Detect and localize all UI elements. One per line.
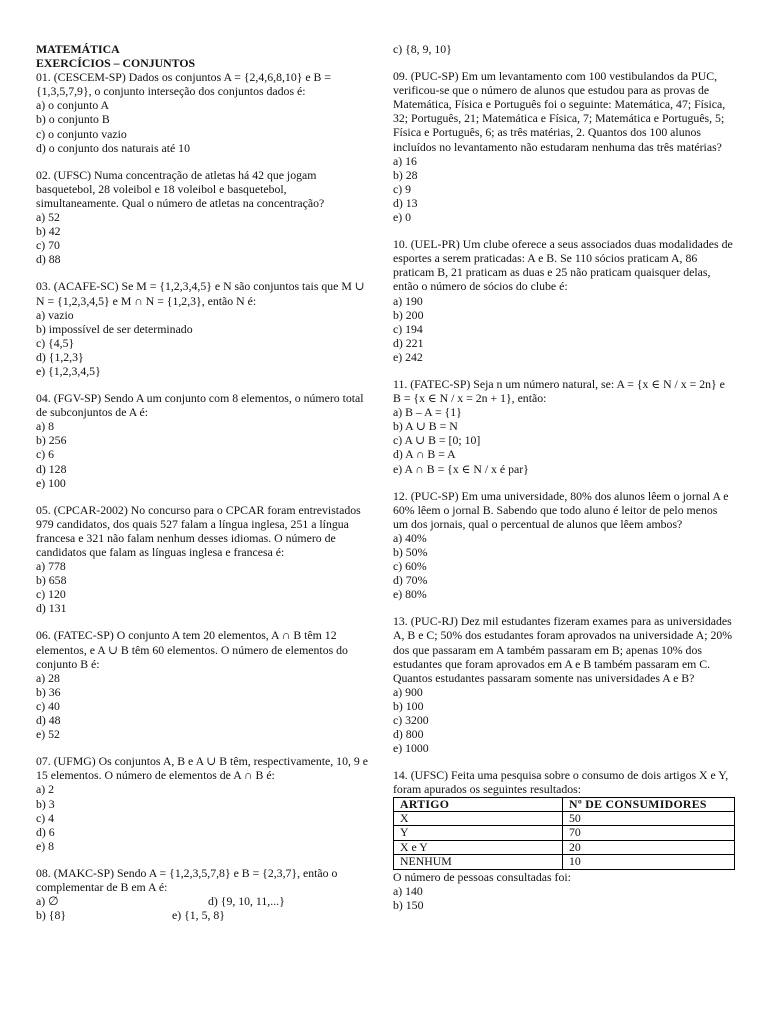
column-header: Nº DE CONSUMIDORES: [563, 797, 735, 811]
option: b) 28: [393, 167, 418, 182]
question-stem: 05. (CPCAR-2002) No concurso para o CPCAR foram entrevistados 979 candidatos, dos quais 527 falam a língua inglesa, 251 a língua francesa e 321 não falam nenhum desses idiomas. O número de candidatos que falam as línguas inglesa e francesa é:: [36, 502, 361, 559]
option: a) ∅: [36, 894, 59, 909]
option: b) o conjunto B: [36, 112, 110, 127]
left-column: [36, 42, 372, 922]
option: e) 0: [393, 210, 412, 225]
option: c) 3200: [393, 713, 429, 728]
question-stem: 03. (ACAFE-SC) Se M = {1,2,3,4,5} e N são conjuntos tais que M ∪ N = {1,2,3,4,5} e M ∩ N = {1,2,3}, então N é:: [36, 279, 365, 308]
option: a) 900: [393, 684, 423, 699]
option: d) 88: [36, 252, 61, 267]
table-cell: 20: [563, 840, 735, 854]
option: d) A ∩ B = A: [393, 447, 456, 462]
option: d) {1,2,3}: [36, 349, 84, 364]
right-column: [393, 42, 733, 912]
option: c) 4: [36, 810, 55, 825]
option: c) {8, 9, 10}: [393, 42, 452, 56]
option: b) {8}: [36, 908, 66, 923]
option: d) 128: [36, 461, 67, 476]
question-stem: 08. (MAKC-SP) Sendo A = {1,2,3,5,7,8} e B = {2,3,7}, então o complementar de B em A é:: [36, 865, 338, 894]
table-cell: 10: [563, 855, 735, 869]
question-11: [393, 377, 733, 476]
question-stem: 11. (FATEC-SP) Seja n um número natural, se: A = {x ∈ N / x = 2n} e B = {x ∈ N / x = 2n + 1}, então:: [393, 376, 725, 406]
question-05: [36, 503, 372, 616]
table-header-row: [394, 797, 735, 811]
option: e) {1, 5, 8}: [172, 908, 225, 923]
option: c) o conjunto vazio: [36, 126, 127, 141]
option: d) 800: [393, 727, 424, 742]
option: c) A ∪ B = [0; 10]: [393, 433, 481, 448]
option: e) A ∩ B = {x ∈ N / x é par}: [393, 461, 529, 476]
question-10: [393, 237, 733, 364]
question-stem: 02. (UFSC) Numa concentração de atletas há 42 que jogam basquetebol, 28 voleibol e 18 voleibol e basquetebol, simultaneamente. Qual o número de atletas na concentração?: [36, 167, 325, 210]
question-06: [36, 628, 372, 741]
option: e) 52: [36, 727, 60, 742]
question-stem: 09. (PUC-SP) Em um levantamento com 100 vestibulandos da PUC, verificou-se que o número de alunos que estudou para as provas de Matemática, Física e Português foi o seguinte: Matemática, 47; Física, 32; Português, 21; Matemática e Física, 7; Matemática e Português, 5; Física e Português, 6; as três matérias, 2. Quantos dos 100 alunos incluídos no levantamento não estudaram nenhuma das três matérias?: [393, 69, 726, 154]
option: a) 778: [36, 559, 66, 574]
option: a) 2: [36, 782, 55, 797]
option: d) o conjunto dos naturais até 10: [36, 140, 190, 155]
table-row: [394, 840, 735, 854]
option: d) 48: [36, 713, 61, 728]
option: b) 100: [393, 698, 424, 713]
question-14: [393, 768, 733, 912]
table-row: [394, 811, 735, 825]
question-01: [36, 70, 372, 155]
option: e) 100: [36, 475, 66, 490]
question-stem: 10. (UEL-PR) Um clube oferece a seus associados duas modalidades de esportes a serem praticadas: A e B. Se 110 sócios praticam A, 86 praticam B, 21 praticam as duas e 25 não praticam quaisquer delas, então o número de sócios do clube é:: [393, 237, 733, 294]
table-row: [394, 826, 735, 840]
option: c) 120: [36, 587, 66, 602]
option: e) 8: [36, 838, 55, 853]
question-03: [36, 279, 372, 378]
option: b) 42: [36, 224, 61, 239]
option: d) 221: [393, 335, 424, 350]
option: c) 9: [393, 181, 412, 196]
option: b) impossível de ser determinado: [36, 321, 193, 336]
option: c) {4,5}: [36, 335, 75, 350]
option: d) 6: [36, 824, 55, 839]
question-stem: 01. (CESCEM-SP) Dados os conjuntos A = {2,4,6,8,10} e B = {1,3,5,7,9}, o conjunto interseção dos conjuntos dados é:: [36, 70, 331, 99]
option: a) 16: [393, 153, 417, 168]
question-04: [36, 391, 372, 490]
option: b) A ∪ B = N: [393, 419, 458, 434]
question-stem: 07. (UFMG) Os conjuntos A, B e A ∪ B têm, respectivamente, 10, 9 e 15 elementos. O número de elementos de A ∩ B é:: [36, 754, 368, 783]
option: e) 1000: [393, 741, 429, 756]
option: b) 658: [36, 573, 67, 588]
option: a) 8: [36, 419, 55, 434]
option: c) 70: [36, 238, 60, 253]
option: b) 50%: [393, 545, 428, 559]
option: a) 140: [393, 883, 423, 898]
option: c) 40: [36, 698, 60, 713]
option: a) 40%: [393, 530, 427, 545]
question-stem: 13. (PUC-RJ) Dez mil estudantes fizeram exames para as universidades A, B e C; 50% dos estudantes foram aprovados na universidade A; 20% dos que passaram em A também passaram em B; apenas 10% dos estudantes que foram aprovados em A e B também passaram em C. Quantos estudantes passaram somente nas universidades A e B?: [393, 614, 733, 685]
table-followup-text: O número de pessoas consultadas foi:: [393, 869, 571, 884]
page-title: EXERCÍCIOS – CONJUNTOS: [36, 56, 196, 71]
option: d) {9, 10, 11,...}: [208, 894, 285, 909]
option: d) 70%: [393, 573, 428, 588]
question-stem: 06. (FATEC-SP) O conjunto A tem 20 elementos, A ∩ B têm 12 elementos, e A ∪ B têm 60 elementos. O número de elementos do conjunto B é:: [36, 628, 348, 671]
question-stem: 04. (FGV-SP) Sendo A um conjunto com 8 elementos, o número total de subconjuntos de A é:: [36, 391, 364, 420]
table-row: [394, 855, 735, 869]
question-stem: 14. (UFSC) Feita uma pesquisa sobre o consumo de dois artigos X e Y, foram apurados os seguintes resultados:: [393, 768, 729, 797]
option: b) 3: [36, 796, 55, 811]
option: a) 28: [36, 670, 60, 685]
option: b) 36: [36, 684, 61, 699]
option: d) 13: [393, 195, 418, 210]
option: a) 52: [36, 210, 60, 225]
table-cell: X e Y: [394, 840, 563, 854]
option: a) 190: [393, 293, 423, 308]
table-cell: Y: [394, 826, 563, 840]
question-13: [393, 614, 733, 755]
option: a) B – A = {1}: [393, 405, 462, 420]
option: c) 60%: [393, 559, 427, 574]
question-12: [393, 489, 733, 602]
question-stem: 12. (PUC-SP) Em uma universidade, 80% dos alunos lêem o jornal A e 60% lêem o jornal B. Sabendo que todo aluno é leitor de pelo menos um dos jornais, qual o percentual de alunos que lêem ambos?: [393, 488, 729, 531]
question-07: [36, 754, 372, 853]
question-02: [36, 168, 372, 267]
table-cell: NENHUM: [394, 855, 563, 869]
option: e) 242: [393, 349, 423, 364]
option: e) {1,2,3,4,5}: [36, 363, 101, 378]
question-09: [393, 69, 733, 224]
option: a) o conjunto A: [36, 98, 110, 113]
column-header: ARTIGO: [394, 797, 563, 811]
option: a) vazio: [36, 307, 74, 322]
question-08: [36, 866, 372, 922]
option: e) 80%: [393, 587, 427, 602]
table-cell: X: [394, 811, 563, 825]
option: b) 200: [393, 307, 424, 322]
option: b) 150: [393, 897, 424, 912]
option: d) 131: [36, 601, 67, 616]
table-cell: 70: [563, 826, 735, 840]
option: b) 256: [36, 433, 67, 448]
subject-heading: MATEMÁTICA: [36, 42, 120, 56]
option: c) 6: [36, 447, 55, 462]
option: c) 194: [393, 321, 423, 336]
consumption-table: [393, 797, 735, 870]
table-cell: 50: [563, 811, 735, 825]
